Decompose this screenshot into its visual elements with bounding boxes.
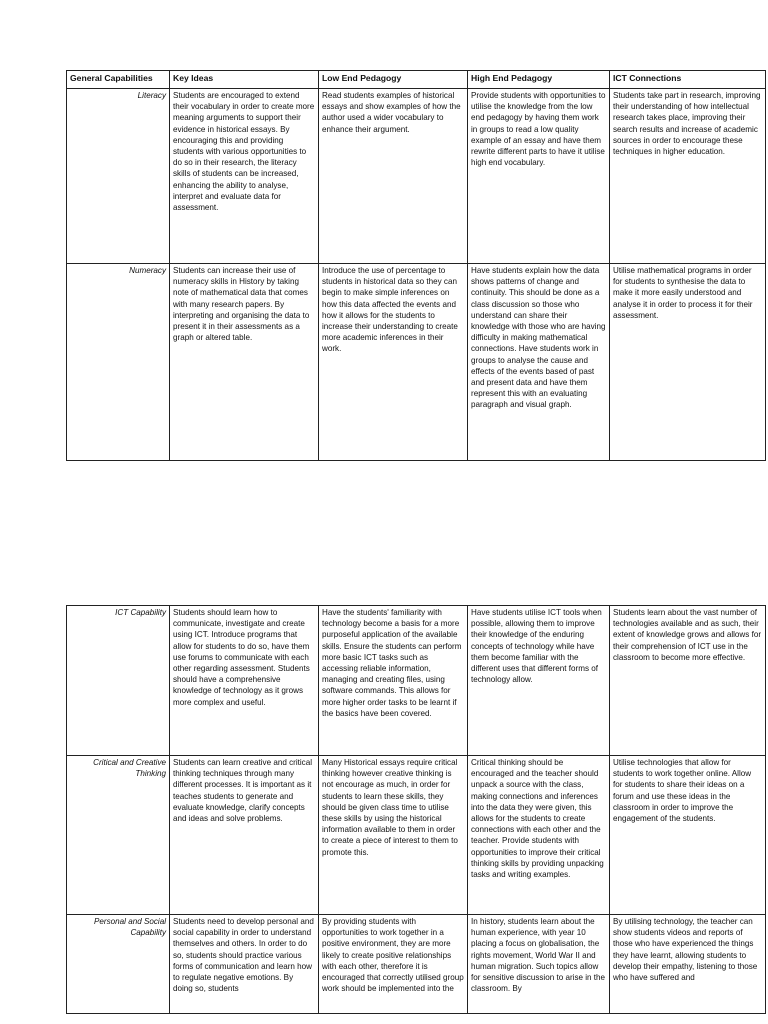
capabilities-table-1	[66, 70, 766, 461]
ict-connections-cell: Utilise technologies that allow for students to work together online. Allow for students to share their ideas on a forum and use these ideas in the classroom in order to improve the engagement of the students.	[610, 756, 766, 915]
high-end-pedagogy-cell: Have students utilise ICT tools when possible, allowing them to improve their knowledge of the enduring concepts of technology while have them become familiar with the different uses that different forms of technology allow.	[468, 606, 610, 756]
low-end-pedagogy-cell: Read students examples of historical essays and show examples of how the author used a wider vocabulary to enhance their argument.	[319, 89, 468, 264]
table-row-literacy	[67, 89, 766, 264]
low-end-pedagogy-cell: Introduce the use of percentage to students in historical data so they can begin to make simple inferences on how this data affected the events and how it allows for the students to increase their understanding to create more academic inferences in their work.	[319, 264, 468, 461]
key-ideas-cell: Students need to develop personal and social capability in order to understand themselves and others. In order to do so, students should practice various forms of communication and learn how to regulate negative emotions. By doing so, students	[170, 915, 319, 1014]
table-row-personal-social-capability	[67, 915, 766, 1014]
ict-connections-cell: By utilising technology, the teacher can show students videos and reports of those who have experienced the things they have learnt, allowing students to develop their empathy, listening to those who have suffered and	[610, 915, 766, 1014]
ict-connections-cell: Students learn about the vast number of technologies available and as such, their extent of knowledge grows and allows for their comprehension of ICT use in the classroom to become more effective.	[610, 606, 766, 756]
capability-name: Personal and Social Capability	[67, 915, 170, 1014]
header-row	[67, 71, 766, 89]
low-end-pedagogy-cell: Many Historical essays require critical thinking however creative thinking is not encourage as much, in order for students to learn these skills, they should be given class time to utilise these skills by using the historical information available to them in order to create a piece of interest to them to promote this.	[319, 756, 468, 915]
low-end-pedagogy-cell: Have the students' familiarity with technology become a basis for a more purposeful application of the available skills. Ensure the students can perform more basic ICT tasks such as accessing reliable information, managing and creating files, using software commands. This allows for more higher order tasks to be learnt if the basics have been covered.	[319, 606, 468, 756]
capability-name: Literacy	[67, 89, 170, 264]
header-key-ideas: Key Ideas	[170, 71, 319, 89]
header-low-end-pedagogy: Low End Pedagogy	[319, 71, 468, 89]
capability-name: ICT Capability	[67, 606, 170, 756]
header-high-end-pedagogy: High End Pedagogy	[468, 71, 610, 89]
header-ict-connections: ICT Connections	[610, 71, 766, 89]
capability-name: Critical and Creative Thinking	[67, 756, 170, 915]
low-end-pedagogy-cell: By providing students with opportunities to work together in a positive environment, they are more likely to create positive relationships with each other, therefore it is encouraged that correctly utilised group work should be implemented into the	[319, 915, 468, 1014]
key-ideas-cell: Students can increase their use of numeracy skills in History by taking note of mathematical data that comes with many research papers. By interpreting and organising the data to present it in their assessments as a graph or altered table.	[170, 264, 319, 461]
table-row-numeracy	[67, 264, 766, 461]
high-end-pedagogy-cell: Critical thinking should be encouraged and the teacher should unpack a source with the class, making connections and inferences into the data they were given, this allows for the students to create connections with each other and the teacher. Provide students with opportunities to improve their critical thinking skills by providing unpacking tasks and writing examples.	[468, 756, 610, 915]
ict-connections-cell: Utilise mathematical programs in order for students to synthesise the data to make it more easily understood and analyse it in order to process it for their assessment.	[610, 264, 766, 461]
table-row-critical-creative-thinking	[67, 756, 766, 915]
ict-connections-cell: Students take part in research, improving their understanding of how intellectual research takes place, improving their search results and increase of academic sources in order to encourage these techniques in higher education.	[610, 89, 766, 264]
table-row-ict-capability	[67, 606, 766, 756]
high-end-pedagogy-cell: Have students explain how the data shows patterns of change and continuity. This should be done as a class discussion so those who understand can share their knowledge with those who are having difficulty in making mathematical connections. Have students work in groups to analyse the cause and effects of the events based of past and present data and have them represent this with an evaluating paragraph and visual graph.	[468, 264, 610, 461]
high-end-pedagogy-cell: Provide students with opportunities to utilise the knowledge from the low end pedagogy by having them work in groups to read a low quality example of an essay and have them rewrite different parts to have it utilise high end vocabulary.	[468, 89, 610, 264]
header-general-capabilities: General Capabilities	[67, 71, 170, 89]
capability-name: Numeracy	[67, 264, 170, 461]
key-ideas-cell: Students can learn creative and critical thinking techniques through many different processes. It is important as it teaches students to generate and evaluate knowledge, clarify concepts and ideas and solve problems.	[170, 756, 319, 915]
key-ideas-cell: Students should learn how to communicate, investigate and create using ICT. Introduce programs that allow for students to do so, have them use forums to communicate with each other regarding assessment. Students should have a comprehensive knowledge of technology as it grows more complex and useful.	[170, 606, 319, 756]
key-ideas-cell: Students are encouraged to extend their vocabulary in order to create more meaning arguments to support their evidence in historical essays. By encouraging this and providing students with various opportunities to do so in their research, the literacy skills of students can be increased, enhancing the ability to analyse, interpret and evaluate data for assessment.	[170, 89, 319, 264]
capabilities-table-2	[66, 605, 766, 1014]
high-end-pedagogy-cell: In history, students learn about the human experience, with year 10 placing a focus on globalisation, the rights movement, World War II and human migration. Such topics allow for sensitive discussion to arise in the classroom. By	[468, 915, 610, 1014]
